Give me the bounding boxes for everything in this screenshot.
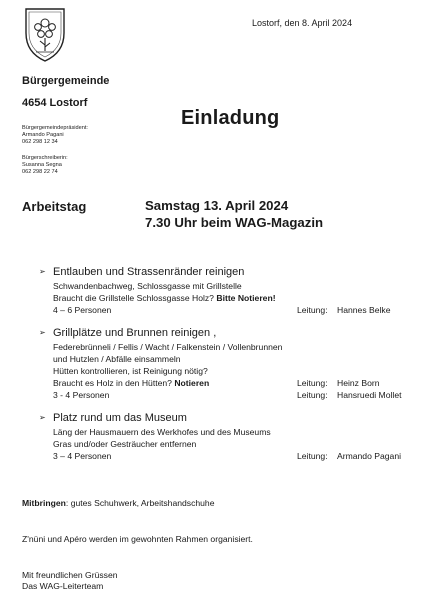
section-2-line-4	[53, 378, 209, 388]
bullet-icon: ➢	[39, 267, 46, 276]
clerk-name: Susanna Segna	[22, 162, 62, 168]
section-2-lead-1-name: Heinz Born	[337, 378, 380, 388]
section-3-title: Platz rund um das Museum	[53, 412, 187, 424]
section-3-lead-name: Armando Pagani	[337, 451, 402, 461]
section-3-line-2: Gras und/oder Gesträucher entfernen	[53, 439, 197, 449]
section-3-lead-label: Leitung:	[297, 451, 328, 461]
organization-name: Bürgergemeinde	[22, 75, 110, 87]
section-1-line-1: Schwandenbachweg, Schlossgasse mit Grillstelle	[53, 281, 242, 291]
section-2-line-3: Hütten kontrollieren, ist Reinigung nötig?	[53, 366, 208, 376]
section-2-lead-1-label: Leitung:	[297, 378, 328, 388]
bring-items: : gutes Schuhwerk, Arbeitshandschuhe	[65, 498, 215, 508]
section-2-title: Grillplätze und Brunnen reinigen ,	[53, 327, 217, 339]
organization-location: 4654 Lostorf	[22, 97, 88, 109]
section-3-line-1: Läng der Hausmauern des Werkhofes und des Museums	[53, 427, 271, 437]
closing-greeting: Mit freundlichen Grüssen	[22, 570, 118, 580]
section-2-lead-2-label: Leitung:	[297, 390, 328, 400]
bring-line	[22, 498, 215, 508]
clerk-role: Bürgerschreiberin:	[22, 155, 68, 161]
section-2-line-2: und Hutzlen / Abfälle einsammeln	[53, 354, 181, 364]
president-role: Bürgergemeindepräsident:	[22, 125, 88, 131]
section-1-question: Braucht die Grillstelle Schlossgasse Holz?	[53, 293, 217, 303]
clerk-contact	[22, 155, 68, 176]
section-1-lead-label: Leitung:	[297, 305, 328, 315]
section-2-question: Braucht es Holz in den Hütten?	[53, 378, 175, 388]
president-phone: 062 298 12 34	[22, 139, 58, 145]
clerk-phone: 062 298 22 74	[22, 169, 58, 175]
event-time-place: 7.30 Uhr beim WAG-Magazin	[145, 215, 324, 230]
closing-signature: Das WAG-Leiterteam	[22, 581, 104, 591]
coat-of-arms-icon	[22, 5, 68, 63]
section-2-emphasis: Notieren	[174, 378, 210, 388]
catering-note: Z'nüni und Apéro werden im gewohnten Rahmen organisiert.	[22, 534, 253, 544]
bullet-icon: ➢	[39, 413, 46, 422]
document-title: Einladung	[181, 107, 280, 129]
section-1-emphasis: Bitte Notieren!	[216, 293, 276, 303]
bullet-icon: ➢	[39, 328, 46, 337]
section-3-persons: 3 – 4 Personen	[53, 451, 112, 461]
section-1-persons: 4 – 6 Personen	[53, 305, 112, 315]
president-name: Armando Pagani	[22, 132, 64, 138]
section-2-lead-2-name: Hansruedi Mollet	[337, 390, 402, 400]
section-2-line-1: Federebrünneli / Fellis / Wacht / Falkenstein / Vollenbrunnen	[53, 342, 283, 352]
event-when	[145, 197, 323, 231]
section-2-persons: 3 - 4 Personen	[53, 390, 110, 400]
event-label: Arbeitstag	[22, 199, 87, 214]
section-1-lead-name: Hannes Belke	[337, 305, 391, 315]
document-date: Lostorf, den 8. April 2024	[252, 18, 353, 28]
section-1-line-2	[53, 293, 276, 303]
section-1-title: Entlauben und Strassenränder reinigen	[53, 266, 245, 278]
bring-label: Mitbringen	[22, 498, 66, 508]
president-contact	[22, 125, 88, 146]
event-date: Samstag 13. April 2024	[145, 198, 289, 213]
